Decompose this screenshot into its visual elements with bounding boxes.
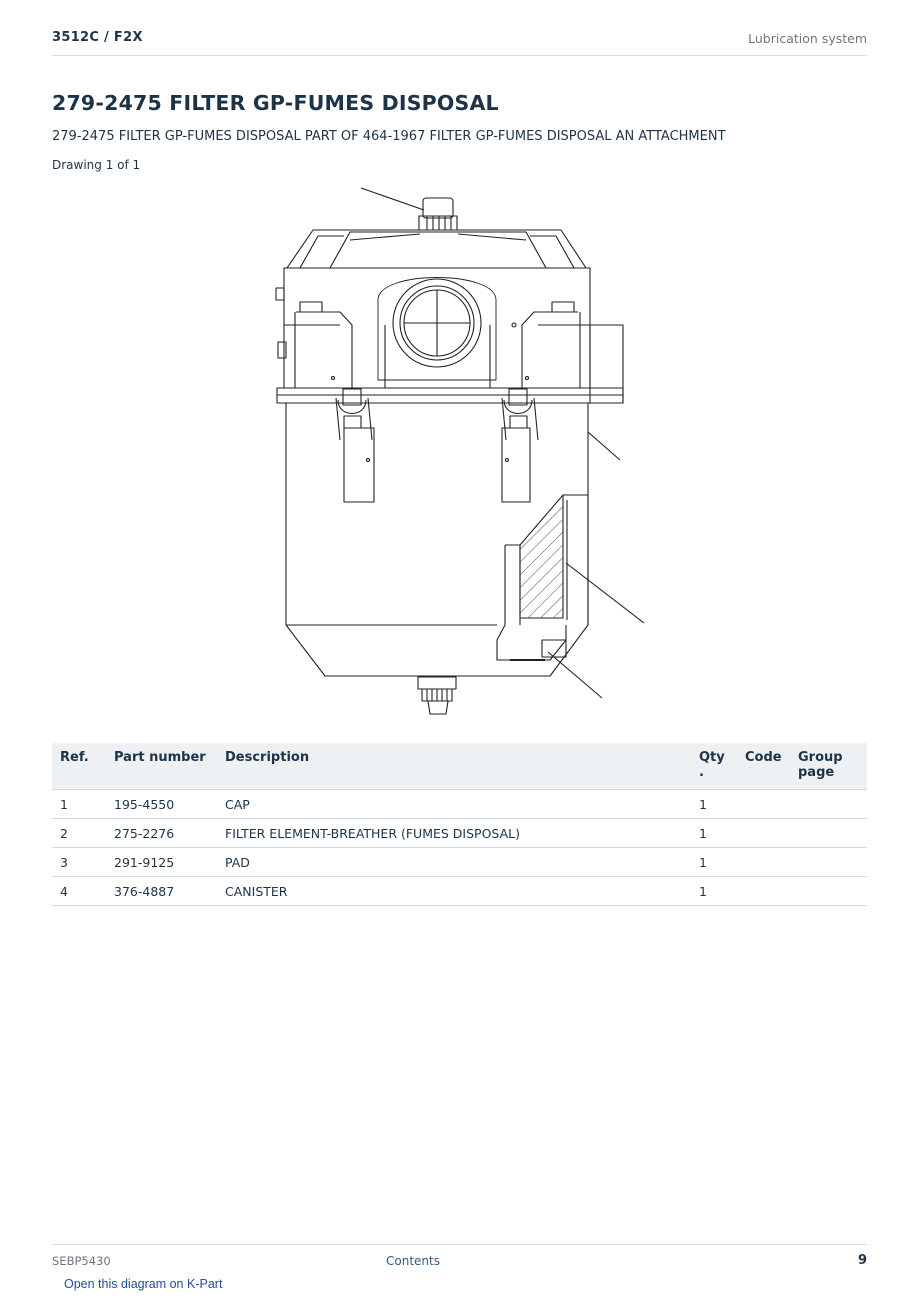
- cell-ref: 1: [52, 790, 106, 819]
- cell-code: [737, 790, 790, 819]
- cell-description: FILTER ELEMENT-BREATHER (FUMES DISPOSAL): [217, 819, 691, 848]
- col-qty-line1: Qty: [699, 750, 725, 765]
- filter-assembly-drawing: [250, 180, 660, 725]
- model-label: 3512C / F2X: [52, 30, 143, 45]
- cell-ref: 2: [52, 819, 106, 848]
- parts-table: [52, 743, 867, 906]
- cell-group-page: [790, 877, 867, 906]
- cell-group-page: [790, 790, 867, 819]
- cell-description: PAD: [217, 848, 691, 877]
- cell-part-number: 195-4550: [106, 790, 217, 819]
- page-header: [52, 28, 867, 56]
- cell-part-number: 291-9125: [106, 848, 217, 877]
- open-in-kpart-link[interactable]: Open this diagram on K-Part: [64, 1277, 223, 1291]
- cell-description: CAP: [217, 790, 691, 819]
- filter-body-linework: [276, 188, 644, 714]
- col-ref: Ref.: [52, 743, 106, 790]
- page-title: 279-2475 FILTER GP-FUMES DISPOSAL: [52, 91, 499, 115]
- drawing-count: Drawing 1 of 1: [52, 158, 141, 172]
- section-label: Lubrication system: [748, 31, 867, 46]
- table-row: [52, 790, 867, 819]
- contents-link[interactable]: Contents: [386, 1254, 440, 1268]
- col-part-number: Part number: [106, 743, 217, 790]
- table-row: [52, 848, 867, 877]
- cell-code: [737, 819, 790, 848]
- col-group-line2: page: [798, 765, 835, 780]
- cell-group-page: [790, 819, 867, 848]
- cell-ref: 4: [52, 877, 106, 906]
- col-group-page: [790, 743, 867, 790]
- cell-part-number: 275-2276: [106, 819, 217, 848]
- table-row: [52, 819, 867, 848]
- cell-group-page: [790, 848, 867, 877]
- table-row: [52, 877, 867, 906]
- cell-code: [737, 848, 790, 877]
- cell-qty: 1: [691, 877, 737, 906]
- table-header-row: [52, 743, 867, 790]
- cell-ref: 3: [52, 848, 106, 877]
- cell-qty: 1: [691, 790, 737, 819]
- document-id: SEBP5430: [52, 1254, 111, 1268]
- page-number: 9: [857, 1253, 867, 1268]
- col-qty: [691, 743, 737, 790]
- col-code: Code: [737, 743, 790, 790]
- col-qty-line2: .: [699, 765, 704, 780]
- cell-part-number: 376-4887: [106, 877, 217, 906]
- cell-code: [737, 877, 790, 906]
- cell-qty: 1: [691, 819, 737, 848]
- cell-description: CANISTER: [217, 877, 691, 906]
- page-footer: [52, 1244, 867, 1275]
- cell-qty: 1: [691, 848, 737, 877]
- page-subtitle: 279-2475 FILTER GP-FUMES DISPOSAL PART OF 464-1967 FILTER GP-FUMES DISPOSAL AN ATTACHMENT: [52, 129, 726, 144]
- col-description: Description: [217, 743, 691, 790]
- col-group-line1: Group: [798, 750, 843, 765]
